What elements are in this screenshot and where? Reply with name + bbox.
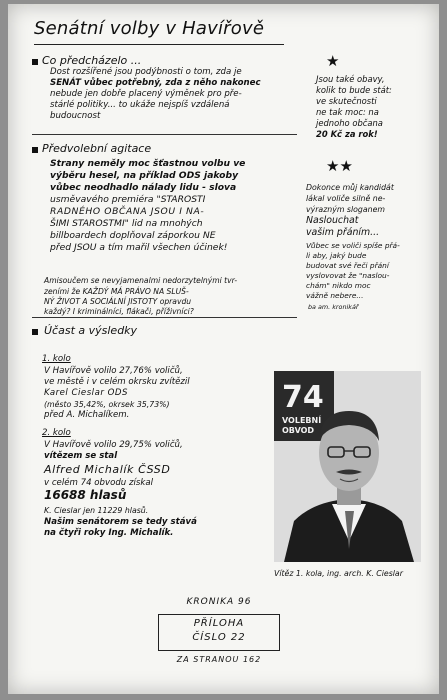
right-note2-line: li aby, jaký bude [306,251,367,260]
section2-line: billboardech doplňoval záporkou NE [50,230,216,241]
right-note2-slogan: Naslouchat [306,215,359,226]
poster-line2: OBVOD [282,426,315,435]
section-divider [32,134,297,135]
right-note2-signature: ba am. kronikář [308,303,359,311]
footer-cislo: ČÍSLO 22 [192,632,246,643]
bullet-square-icon [32,59,38,65]
round2-line: V Havířově volilo 29,75% voličů, [44,440,183,450]
round2-line: na čtyři roky Ing. Michalík. [44,528,174,538]
section2-line: RADNÉHO OBČANA JSOU I NA- [50,206,205,217]
round2-line: K. Cieslar jen 11229 hlasů. [44,506,149,515]
section2-small-line: zeními že KAŽDÝ MÁ PRÁVO NA SLUŠ- [44,287,189,296]
right-note2-line: vážně nebere... [306,291,364,300]
section1-line: nebude jen dobře placený výměnek pro pře- [50,89,242,99]
round2-line: Našim senátorem se tedy stává [44,517,197,527]
round2-winner: Alfred Michalík ČSSD [44,463,171,476]
right-note2-line: lákal voliče silně ne- [306,194,386,203]
star-icon: ★ [326,52,340,70]
section1-heading: Co předcházelo ... [42,54,142,67]
section2-line: ŠIMI STAROSTMI" lid na mnohých [50,218,203,229]
footer-za-stranou: ZA STRANOU 162 [176,655,262,664]
title-underline [34,44,284,45]
page-title: Senátní volby v Havířově [34,18,265,39]
section2-line: Strany neměly moc šťastnou volbu ve [50,158,246,169]
section1-line: Dost rozšířené jsou podýbnosti o tom, zda je [50,67,242,77]
footer-priloha: PŘÍLOHA [193,618,245,629]
poster-line1: VOLEBNÍ [282,416,322,425]
section2-line: vůbec neodhadlo nálady lidu - slova [50,182,237,193]
section2-small-line: každý? I kriminálníci, flákači, příživníci? [44,307,194,316]
poster-number: 74 [282,380,324,415]
round2-line: v celém 74 obvodu získal [44,478,153,488]
right-note2-line: chám" nikdo moc [306,281,371,290]
section1-line: budoucnost [50,111,101,121]
round1-line: před A. Michalíkem. [44,410,130,420]
footer-kronika: KRONIKA 96 [186,597,252,607]
right-note1-line: ne tak moc: na [316,107,379,117]
right-note1-line: 20 Kč za rok! [316,129,378,139]
right-note2-line: Dokonce můj kandidát [306,183,394,192]
right-note2-slogan: vašim přáním... [306,227,380,238]
section2-line: výběru hesel, na příklad ODS jakoby [50,170,239,181]
section2-small-line: NÝ ŽIVOT A SOCIÁLNÍ JISTOTY opravdu [44,297,192,306]
section2-line: usměvavého premiéra "STAROSTI [50,194,206,205]
round1-line: V Havířově volilo 27,76% voličů, [44,366,183,376]
round2-line: vítězem se stal [44,451,118,461]
right-note2-line: budovat své řeči přání [306,261,389,270]
round1-line: Karel Cieslar ODS [44,388,128,398]
candidate-photo [274,371,421,562]
section1-line: SENÁT vůbec potřebný, zda z něho nakonec [50,78,261,88]
round2-votes: 16688 hlasů [44,488,127,502]
star-icon: ★★ [326,157,353,175]
section1-line: stárlé politiky... to ukáže nejspíš vzdálená [50,100,230,110]
round1-line: ve městě i v celém okrsku zvítězil [44,377,190,387]
section3-heading: Účast a výsledky [44,324,138,337]
bullet-square-icon [32,329,38,335]
round2-label: 2. kolo [42,428,71,438]
section-divider [32,317,297,318]
right-note1-line: jednoho občana [316,118,383,128]
right-note1-line: Jsou také obavy, [316,74,385,84]
section2-heading: Předvolební agitace [42,142,152,155]
section2-line: před JSOU a tím mařil všechen účinek! [50,242,228,253]
right-note2-line: vyslovovat že "naslou- [306,271,390,280]
right-note2-line: Vůbec se voliči spíše přá- [306,241,400,250]
right-note2-line: výrazným sloganem [306,205,385,214]
scanned-page [8,4,439,694]
section2-small-line: Amisoučem se nevyjamenalmi nedorzytelnými tvr- [44,276,238,285]
right-note1-line: kolik to bude stát: [316,85,392,95]
bullet-square-icon [32,147,38,153]
photo-caption: Vítěz 1. kola, ing. arch. K. Cieslar [274,569,403,578]
round1-label: 1. kolo [42,354,71,364]
round1-line: (město 35,42%, okrsek 35,73%) [44,400,170,409]
right-note1-line: ve skutečnosti [316,96,377,106]
